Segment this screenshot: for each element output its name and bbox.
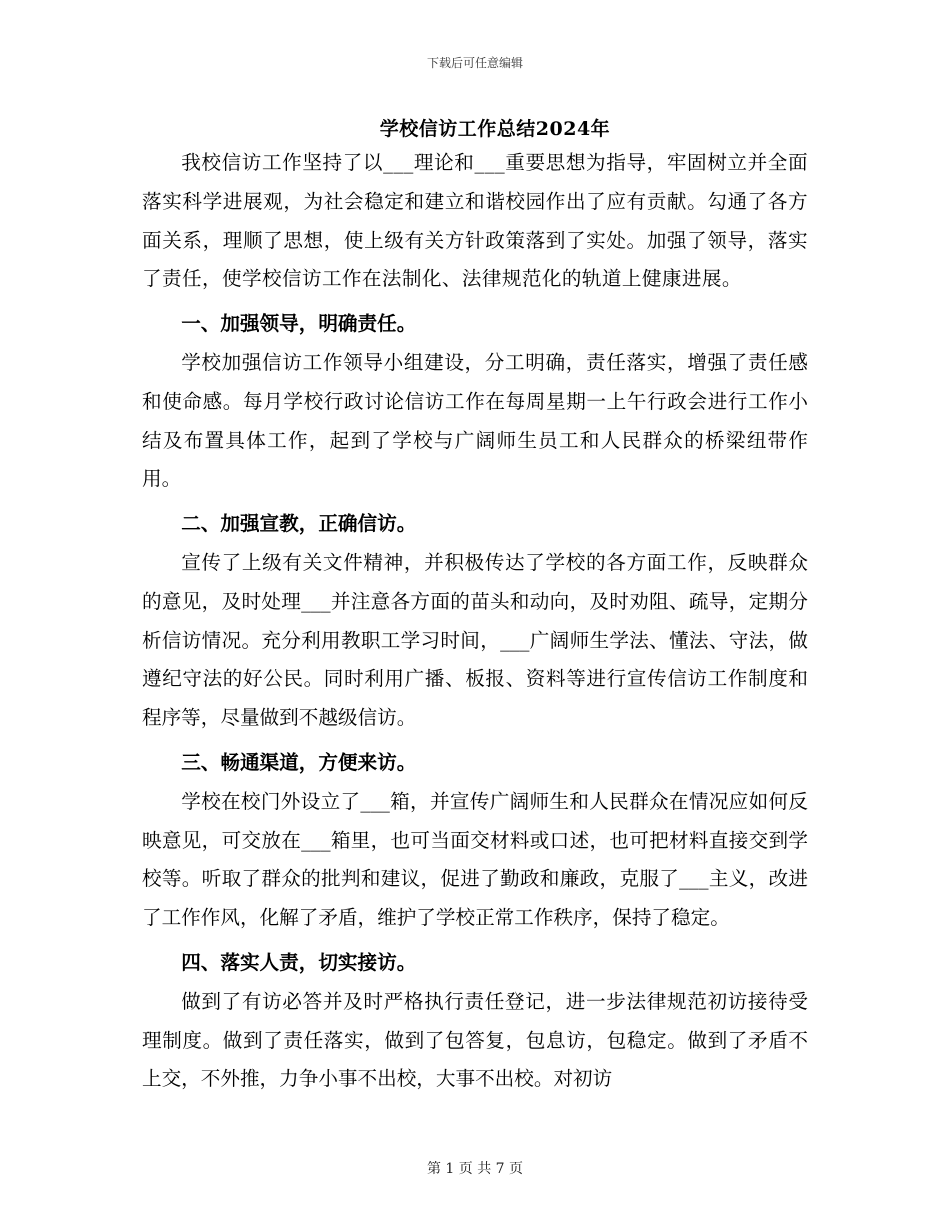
section-paragraph-2: 宣传了上级有关文件精神，并积极传达了学校的各方面工作，反映群众的意见，及时处理___并注意各方面的苗头和动向，及时劝阻、疏导，定期分析信访情况。充分利用教职工学习时间，___广阔师生学法、懂法、守法，做遵纪守法的好公民。同时利用广播、板报、资料等进行宣传信访工作制度和程序等，尽量做到不越级信访。: [142, 550, 808, 730]
header-note: 下载后可任意编辑: [426, 56, 523, 70]
document-body: [142, 144, 808, 1099]
document-title: 学校信访工作总结2024年: [379, 118, 611, 140]
section-heading-1: 一、加强领导，明确责任。: [181, 312, 417, 336]
section-heading-4: 四、落实人责，切实接访。: [181, 950, 417, 974]
section-heading-2: 二、加强宣教，正确信访。: [181, 512, 417, 536]
page-number: 第 1 页 共 7 页: [426, 1161, 524, 1177]
section-paragraph-4: 做到了有访必答并及时严格执行责任登记，进一步法律规范初访接待受理制度。做到了责任落实，做到了包答复，包息访，包稳定。做到了矛盾不上交，不外推，力争小事不出校，大事不出校。对初访: [142, 989, 808, 1091]
intro-paragraph: 我校信访工作坚持了以___理论和___重要思想为指导，牢固树立并全面落实科学进展观，为社会稳定和建立和谐校园作出了应有贡献。勾通了各方面关系，理顺了思想，使上级有关方针政策落到了实处。加强了领导，落实了责任，使学校信访工作在法制化、法律规范化的轨道上健康进展。: [142, 151, 808, 291]
section-paragraph-3: 学校在校门外设立了___箱，并宣传广阔师生和人民群众在情况应如何反映意见，可交放在___箱里，也可当面交材料或口述，也可把材料直接交到学校等。听取了群众的批判和建议，促进了勤政和廉政，克服了___主义，改进了工作作风，化解了矛盾，维护了学校正常工作秩序，保持了稳定。: [142, 789, 808, 930]
section-paragraph-1: 学校加强信访工作领导小组建设，分工明确，责任落实，增强了责任感和使命感。每月学校行政讨论信访工作在每周星期一上午行政会进行工作小结及布置具体工作，起到了学校与广阔师生员工和人民群众的桥梁纽带作用。: [142, 350, 808, 491]
section-heading-3: 三、畅通渠道，方便来访。: [181, 750, 417, 774]
